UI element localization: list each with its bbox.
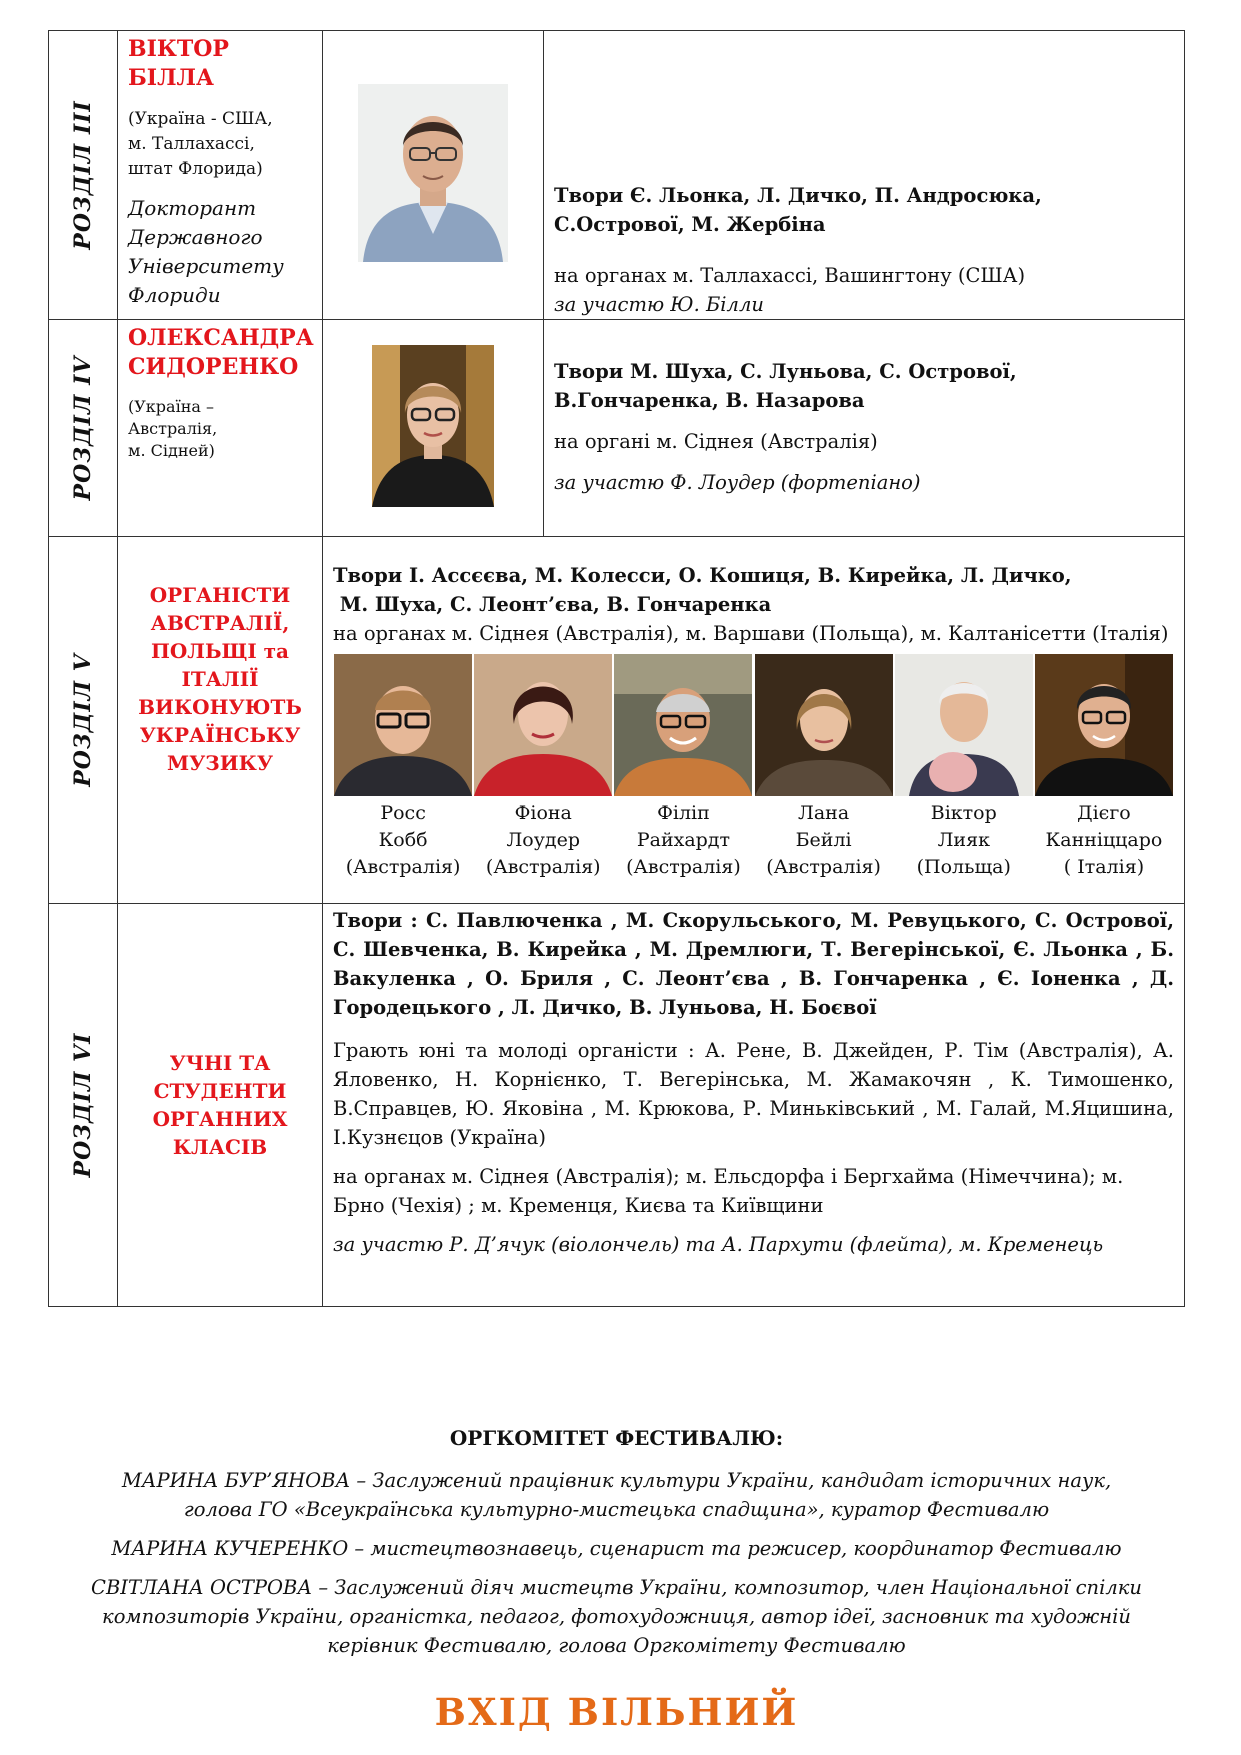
performer-photo bbox=[474, 654, 612, 796]
participation-text: за участю Р. Д’ячук (віолончель) та А. Пархути (флейта), м. Кременець bbox=[333, 1233, 1104, 1256]
works-line: Твори І. Ассєєва, М. Колесси, О. Кошиця, В. Кирейка, Л. Дичко, bbox=[333, 564, 1072, 587]
gallery-item bbox=[333, 654, 473, 881]
section-label: РОЗДІЛ VI bbox=[70, 1032, 96, 1178]
works-line: Твори Є. Льонка, Л. Дичко, П. Андросюка, bbox=[554, 184, 1042, 207]
caption-country: (Австралія) bbox=[485, 856, 601, 878]
caption-last: Райхардт bbox=[636, 829, 731, 851]
caption-last: Лоудер bbox=[506, 829, 581, 851]
heading-line: УКРАЇНСЬКУ bbox=[139, 723, 301, 747]
committee-member: СВІТЛАНА ОСТРОВА – Заслужений діяч мистецтв України, композитор, член Національної спілки композиторів України, органістка, педагог, фотохудожниця, автор ідеї, засновник та художній керівник Фестивалю, голова Оргкомітету Фестивалю bbox=[91, 1576, 1142, 1657]
performer-cell bbox=[118, 320, 323, 537]
section-row-6 bbox=[49, 904, 1185, 1307]
gallery-item bbox=[754, 654, 894, 881]
section-label-cell bbox=[49, 904, 118, 1307]
name-line: ОЛЕКСАНДРА bbox=[128, 325, 314, 351]
heading-line: АВСТРАЛІЇ, bbox=[150, 611, 290, 635]
committee-member: МАРИНА БУР’ЯНОВА – Заслужений працівник культури України, кандидат історичних наук, голова ГО «Всеукраїнська культурно-мистецька спадщина», куратор Фестивалю bbox=[121, 1469, 1112, 1521]
name-line: БІЛЛА bbox=[128, 65, 214, 91]
performer-photo bbox=[755, 654, 893, 796]
committee-members bbox=[48, 1466, 1185, 1660]
performer-origin bbox=[128, 396, 312, 462]
performer-title bbox=[128, 194, 312, 310]
participation-text: за участю Ф. Лоудер (фортепіано) bbox=[554, 471, 921, 494]
portrait-photo bbox=[372, 345, 494, 507]
gallery-item bbox=[1034, 654, 1174, 881]
performer-name bbox=[128, 324, 312, 382]
heading-line: ІТАЛІЇ bbox=[181, 667, 259, 691]
origin-line: м. Сідней) bbox=[128, 441, 215, 460]
free-entry: ВХІД ВІЛЬНИЙ bbox=[434, 1690, 799, 1734]
origin-line: (Україна – bbox=[128, 397, 214, 416]
heading-line: МУЗИКУ bbox=[166, 751, 274, 775]
committee-member: МАРИНА КУЧЕРЕНКО – мистецтвознавець, сценарист та режисер, координатор Фестивалю bbox=[111, 1537, 1122, 1560]
players-text: Грають юні та молоді органісти : А. Рене, В. Джейден, Р. Тім (Австралія), А. Яловенко, Н. Корнієнко, Т. Вегерінська, М. Жамакочян , К. Тимошенко, В.Справцев, Ю. Яковіна , М. Крюкова, Р. Миньківський , М. Галай, М.Яцишина, І.Кузнєцов (Україна) bbox=[333, 1039, 1174, 1149]
description-cell bbox=[323, 904, 1185, 1307]
caption-country: (Австралія) bbox=[626, 856, 741, 878]
caption-first: Філіп bbox=[657, 802, 710, 824]
title-line: Державного bbox=[128, 225, 263, 249]
caption-first: Віктор bbox=[930, 802, 997, 824]
section-label-cell bbox=[49, 537, 118, 904]
gallery-caption bbox=[754, 800, 894, 881]
venue-text: на органах м. Сіднея (Австралія), м. Варшави (Польща), м. Калтанісетти (Італія) bbox=[333, 622, 1169, 645]
venue-text: на органі м. Сіднея (Австралія) bbox=[554, 430, 878, 453]
venue-text: на органах м. Таллахассі, Вашингтону (США) bbox=[554, 264, 1026, 287]
caption-country: (Польща) bbox=[916, 856, 1011, 878]
works-text: Твори : С. Павлюченка , М. Скорульського, М. Ревуцького, С. Острової, С. Шевченка, В. Кирейка , М. Дремлюги, Т. Вегерінської, Є. Льонка , Б. Вакуленка , О. Бриля , С. Леонт’єва , В. Гончаренка , Є. Іоненка , Д. Городецького , Л. Дичко, В. Луньова, Н. Боєвої bbox=[333, 909, 1174, 1019]
performer-photo bbox=[1035, 654, 1173, 796]
heading-cell bbox=[118, 537, 323, 904]
works-text bbox=[333, 537, 1174, 619]
performer-origin bbox=[128, 107, 312, 182]
heading-line: ОРГАННИХ bbox=[152, 1107, 288, 1131]
gallery-caption bbox=[473, 800, 613, 881]
works-text bbox=[554, 106, 1174, 239]
caption-last: Кобб bbox=[378, 829, 428, 851]
heading-line: ПОЛЬЩІ та bbox=[150, 639, 290, 663]
works-line: М. Шуха, С. Леонт’єва, В. Гончаренка bbox=[333, 593, 772, 616]
section-heading bbox=[128, 1049, 312, 1161]
performer-cell bbox=[118, 31, 323, 320]
section-label: РОЗДІЛ V bbox=[70, 653, 96, 787]
heading-line: УЧНІ ТА bbox=[169, 1051, 271, 1075]
committee-heading: ОРГКОМІТЕТ ФЕСТИВАЛЮ: bbox=[449, 1426, 784, 1450]
works-line: В.Гончаренка, В. Назарова bbox=[554, 389, 865, 412]
heading-line: ВИКОНУЮТЬ bbox=[138, 695, 302, 719]
section-heading bbox=[128, 541, 312, 777]
name-line: СИДОРЕНКО bbox=[128, 354, 299, 380]
caption-country: ( Італія) bbox=[1063, 856, 1145, 878]
section-row-3 bbox=[49, 31, 1185, 320]
program-table bbox=[48, 30, 1185, 1307]
section-row-4 bbox=[49, 320, 1185, 537]
caption-first: Лана bbox=[798, 802, 850, 824]
gallery-caption bbox=[613, 800, 753, 881]
origin-line: (Україна - США, bbox=[128, 109, 273, 129]
caption-first: Росс bbox=[380, 802, 426, 824]
section-label: РОЗДІЛ IV bbox=[70, 355, 96, 501]
gallery-item bbox=[894, 654, 1034, 881]
origin-line: штат Флорида) bbox=[128, 159, 263, 179]
title-line: Флориди bbox=[128, 283, 221, 307]
performer-photo bbox=[334, 654, 472, 796]
section-label-cell bbox=[49, 320, 118, 537]
section-label: РОЗДІЛ ІІІ bbox=[70, 100, 96, 250]
photo-cell bbox=[323, 31, 544, 320]
gallery-item bbox=[613, 654, 753, 881]
name-line: ВІКТОР bbox=[128, 36, 229, 62]
caption-first: Фіона bbox=[514, 802, 572, 824]
section-label-cell bbox=[49, 31, 118, 320]
works-text bbox=[554, 320, 1174, 415]
venue-text: на органах м. Сіднея (Австралія); м. Ельсдорфа і Бергхайма (Німеччина); м. Брно (Чехія) ; м. Кременця, Києва та Київщини bbox=[333, 1165, 1124, 1217]
caption-last: Бейлі bbox=[795, 829, 852, 851]
title-line: Університету bbox=[128, 254, 284, 278]
gallery-caption bbox=[894, 800, 1034, 881]
participation-text: за участю Ю. Білли bbox=[554, 293, 764, 316]
performer-photo bbox=[895, 654, 1033, 796]
caption-country: (Австралія) bbox=[345, 856, 461, 878]
performer-name bbox=[128, 35, 312, 93]
gallery-caption bbox=[333, 800, 473, 881]
description-cell bbox=[544, 320, 1185, 537]
heading-line: ОРГАНІСТИ bbox=[149, 583, 291, 607]
description-cell bbox=[323, 537, 1185, 904]
caption-last: Лияк bbox=[937, 829, 990, 851]
title-line: Докторант bbox=[128, 196, 257, 220]
works-line: Твори М. Шуха, С. Луньова, С. Острової, bbox=[554, 360, 1017, 383]
description-cell bbox=[544, 31, 1185, 320]
gallery-item bbox=[473, 654, 613, 881]
caption-first: Дієго bbox=[1077, 802, 1131, 824]
caption-country: (Австралія) bbox=[766, 856, 881, 878]
works-line: С.Острової, М. Жербіна bbox=[554, 213, 826, 236]
heading-cell bbox=[118, 904, 323, 1307]
origin-line: Австралія, bbox=[128, 419, 218, 438]
performer-photo bbox=[614, 654, 752, 796]
origin-line: м. Таллахассі, bbox=[128, 134, 255, 154]
section-row-5 bbox=[49, 537, 1185, 904]
portrait-photo bbox=[358, 84, 508, 262]
photo-cell bbox=[323, 320, 544, 537]
heading-line: КЛАСІВ bbox=[172, 1135, 268, 1159]
heading-line: СТУДЕНТИ bbox=[153, 1079, 287, 1103]
performers-gallery bbox=[333, 654, 1174, 881]
caption-last: Канніццаро bbox=[1045, 829, 1163, 851]
gallery-caption bbox=[1034, 800, 1174, 881]
